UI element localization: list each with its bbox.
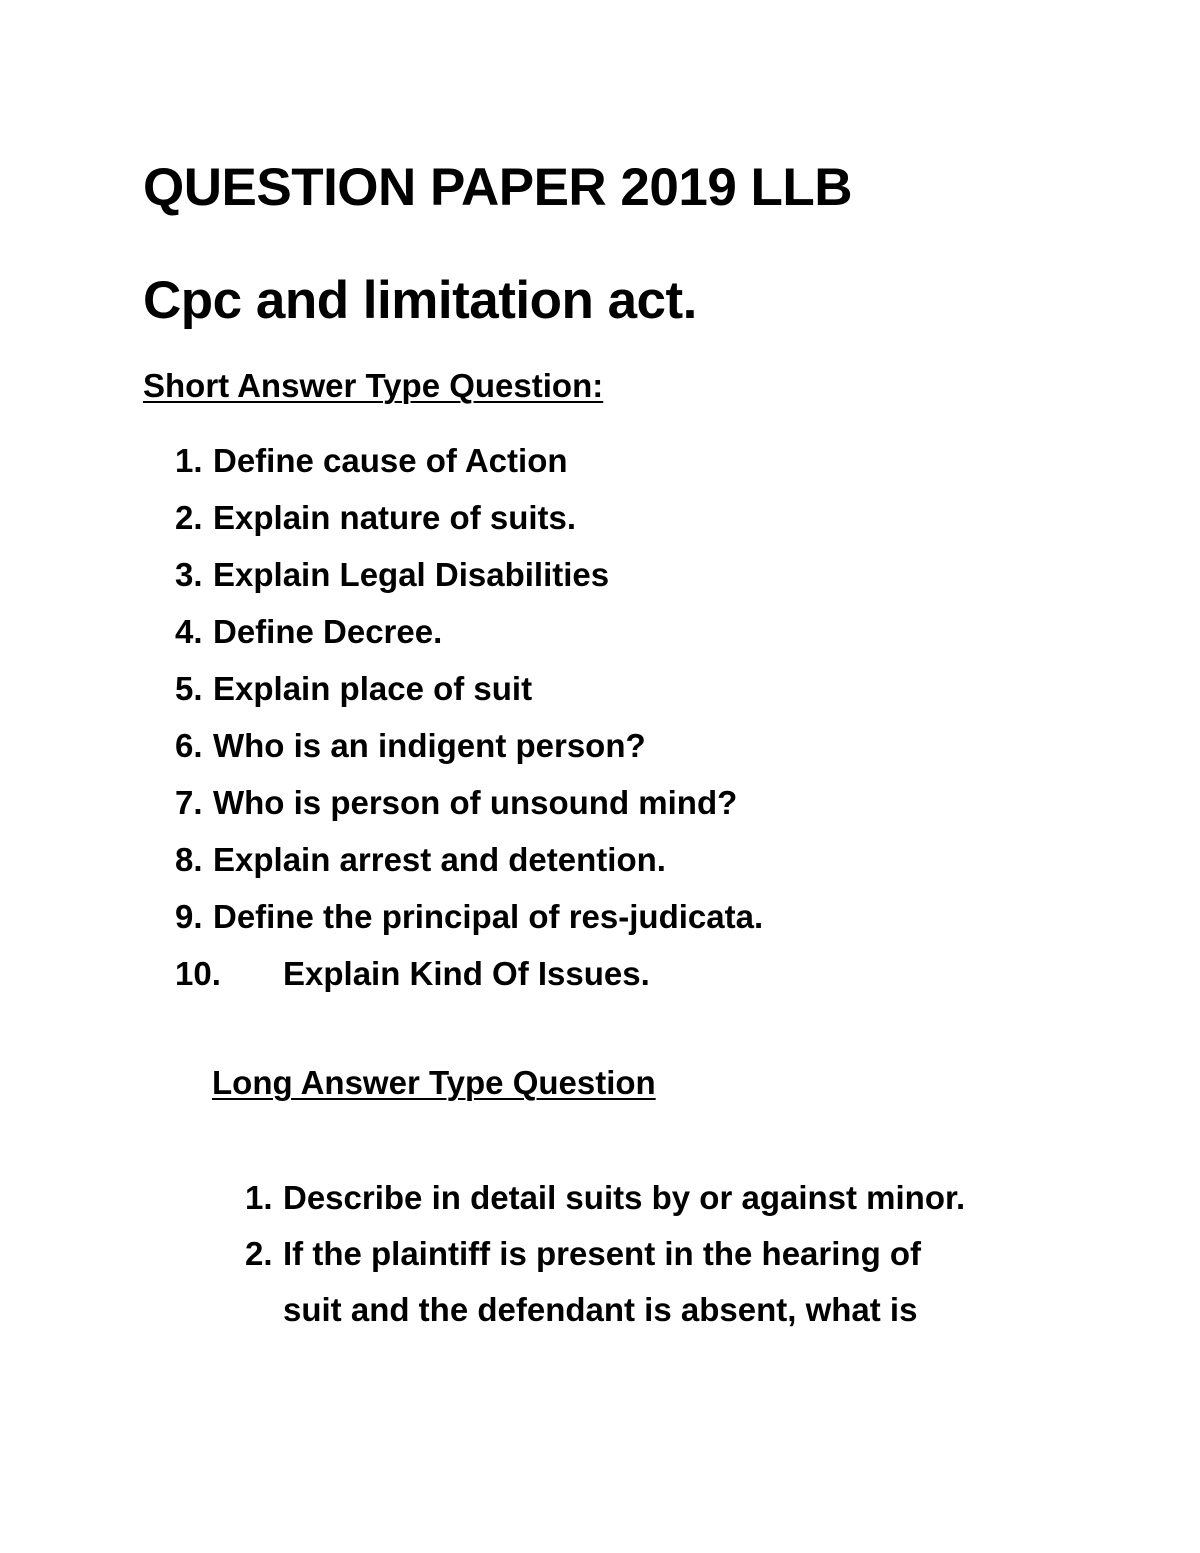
long-answer-heading: Long Answer Type Question	[212, 1064, 656, 1101]
item-number: 7.	[175, 784, 203, 821]
list-item	[245, 1226, 965, 1338]
list-item	[175, 717, 763, 774]
item-text: Explain arrest and detention.	[213, 841, 666, 878]
list-item	[175, 432, 763, 489]
list-item	[175, 888, 763, 945]
item-number: 1.	[245, 1179, 273, 1216]
item-text: Explain Legal Disabilities	[213, 556, 610, 593]
item-number: 2.	[175, 499, 203, 536]
short-answer-list	[175, 432, 763, 1002]
item-text: Explain Kind Of Issues.	[283, 955, 650, 992]
item-number: 9.	[175, 898, 203, 935]
list-item	[175, 660, 763, 717]
item-text: Define cause of Action	[213, 442, 568, 479]
page-title: QUESTION PAPER 2019 LLB	[143, 158, 853, 217]
item-number: 10.	[175, 955, 221, 992]
item-text: Who is an indigent person?	[213, 727, 646, 764]
short-answer-heading: Short Answer Type Question:	[143, 367, 604, 404]
list-item	[175, 945, 763, 1002]
item-text: Define Decree.	[213, 613, 443, 650]
list-item	[175, 774, 763, 831]
item-text: Define the principal of res-judicata.	[213, 898, 764, 935]
item-number: 2.	[245, 1235, 273, 1272]
item-text-continuation: suit and the defendant is absent, what is	[283, 1291, 918, 1328]
item-number: 5.	[175, 670, 203, 707]
item-text: Who is person of unsound mind?	[213, 784, 738, 821]
list-item	[175, 546, 763, 603]
item-text: Describe in detail suits by or against minor.	[283, 1179, 966, 1216]
item-number: 6.	[175, 727, 203, 764]
page-subtitle: Cpc and limitation act.	[143, 271, 697, 330]
item-number: 4.	[175, 613, 203, 650]
list-item	[175, 489, 763, 546]
list-item	[175, 603, 763, 660]
item-number: 8.	[175, 841, 203, 878]
list-item	[175, 831, 763, 888]
item-number: 3.	[175, 556, 203, 593]
item-number: 1.	[175, 442, 203, 479]
list-item	[245, 1170, 965, 1226]
item-text: Explain nature of suits.	[213, 499, 577, 536]
long-answer-list	[245, 1170, 965, 1338]
item-text: If the plaintiff is present in the hearing of	[283, 1235, 922, 1272]
item-text: Explain place of suit	[213, 670, 533, 707]
